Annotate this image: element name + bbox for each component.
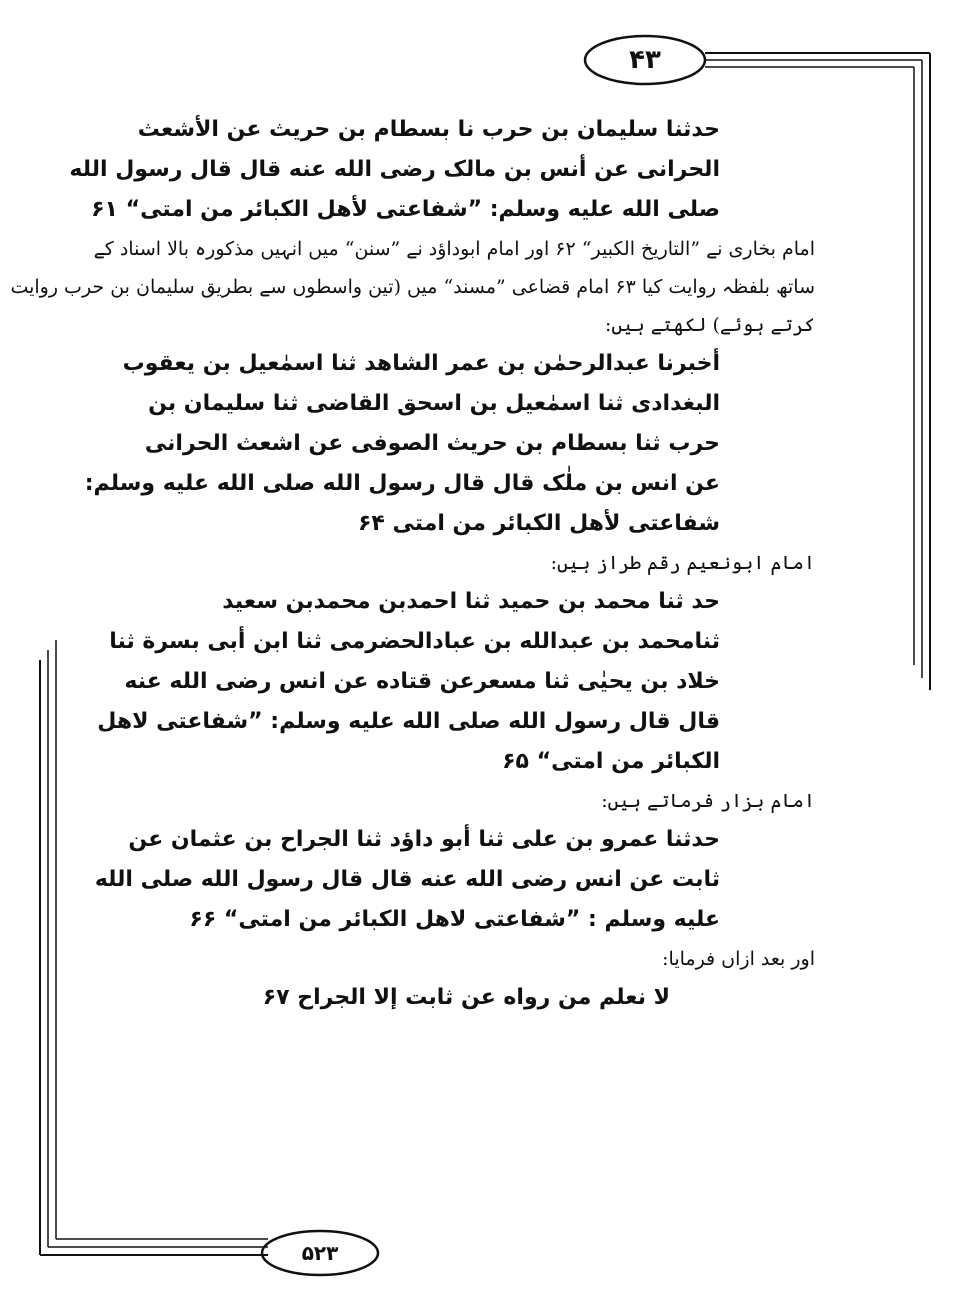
arabic-text-line: الكبائر من امتی“ ۶۵ <box>502 749 720 774</box>
urdu-text-line: امام بزار فرماتے ہیں: <box>601 790 815 812</box>
urdu-text-line: کرتے ہوئے) لکھتے ہیں: <box>604 314 815 336</box>
page-number-bottom: ۵۲۳ <box>301 1241 339 1265</box>
arabic-text-line: ثنامحمد بن عبدالله بن عبادالحضرمی ثنا ابن أبی بسرة ثنا <box>109 629 720 654</box>
urdu-text-line: امام ابونعیم رقم طراز ہیں: <box>550 552 815 574</box>
urdu-text-line: اور بعد ازاں فرمایا: <box>662 948 815 970</box>
arabic-text-line: ثابت عن انس رضی الله عنه قال قال رسول الله صلی الله <box>94 867 720 892</box>
arabic-text-line: قال قال رسول الله صلی الله عليه وسلم: ”شفاعتی لاهل <box>97 709 720 734</box>
arabic-text-line: صلی الله عليه وسلم: ”شفاعتی لأهل الكبائر من امتی“ ۶۱ <box>91 197 720 222</box>
arabic-text-line: حرب ثنا بسطام بن حريث الصوفی عن اشعث الحرانی <box>144 431 720 456</box>
arabic-text-line: شفاعتی لأهل الكبائر من امتی ۶۴ <box>357 511 720 536</box>
page-body <box>10 110 815 1018</box>
arabic-text-line: حدثنا سليمان بن حرب نا بسطام بن حريث عن الأشعث <box>137 117 720 142</box>
arabic-text-line: عن انس بن ملٰک قال قال رسول الله صلی الله عليه وسلم: <box>84 471 720 496</box>
urdu-text-line: امام بخاری نے ”التاريخ الكبير“ ۶۲ اور امام ابوداؤد نے ”سنن“ میں انہیں مذکورہ بالا اسناد کے <box>93 238 815 260</box>
arabic-text-line: عليه وسلم : ”شفاعتی لاهل الكبائر من امتی“ ۶۶ <box>189 907 720 932</box>
arabic-text-line: حدثنا عمرو بن علی ثنا أبو داؤد ثنا الجراح بن عثمان عن <box>128 827 720 852</box>
urdu-text-line: ساتھ بلفظہ روایت کیا ۶۳ امام قضاعی ”مسند“ میں (تین واسطوں سے بطریق سلیمان بن حرب روایت <box>10 276 815 298</box>
page-number-top: ۴۳ <box>629 45 661 75</box>
arabic-text-line: أخبرنا عبدالرحمٰن بن عمر الشاهد ثنا اسمٰعيل بن يعقوب <box>122 351 720 376</box>
arabic-text-line: حد ثنا محمد بن حميد ثنا احمدبن محمدبن سعيد <box>222 589 720 614</box>
arabic-text-line: خلاد بن يحيٰی ثنا مسعرعن قتاده عن انس رضی الله عنه <box>124 669 720 694</box>
arabic-text-line: الحرانی عن أنس بن مالک رضی الله عنه قال قال رسول الله <box>69 157 720 182</box>
arabic-text-line: البغدادی ثنا اسمٰعيل بن اسحق القاضی ثنا سليمان بن <box>148 391 720 416</box>
arabic-text-line: لا نعلم من رواه عن ثابت إلا الجراح ۶۷ <box>262 985 670 1010</box>
